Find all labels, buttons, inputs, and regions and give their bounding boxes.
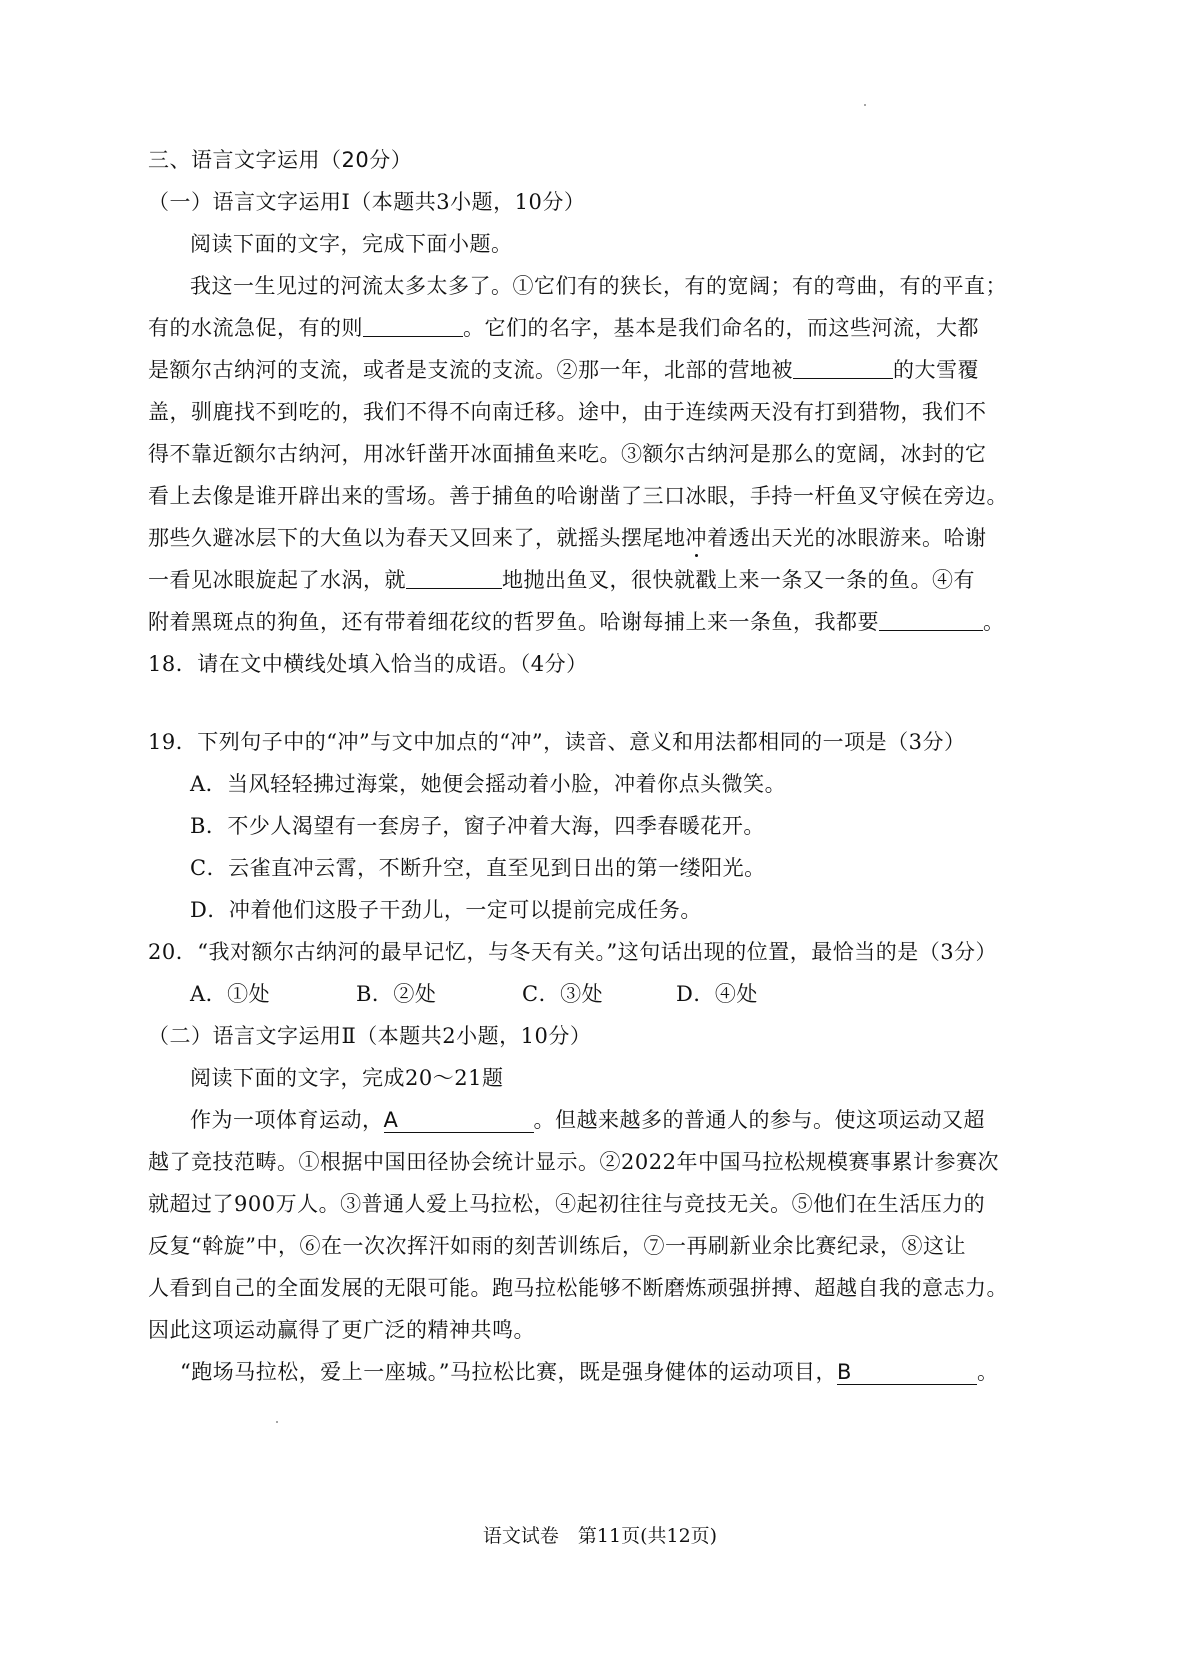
passage1-text: 是额尔古纳河的支流，或者是支流的支流。②那一年，北部的营地被: [148, 358, 793, 382]
question-20-option-a: A．①处: [190, 982, 271, 1006]
blank-a: A: [384, 1108, 534, 1133]
part1-title: （一）语言文字运用Ⅰ（本题共3小题，10分）: [148, 190, 586, 214]
emphasis-dot-char: 冲: [685, 526, 707, 550]
passage1-text: 。它们的名字，基本是我们命名的，而这些河流，大都: [463, 316, 979, 340]
passage1-line: [148, 524, 987, 552]
passage1-line: 盖，驯鹿找不到吃的，我们不得不向南迁移。途中，由于连续两天没有打到猎物，我们不: [148, 400, 987, 424]
page-footer: 语文试卷 第11页(共12页): [482, 1525, 718, 1547]
passage1-line: [148, 314, 979, 342]
part2-instruction: 阅读下面的文字，完成20～21题: [190, 1066, 504, 1090]
passage1-line: [148, 566, 975, 594]
passage2-text: “跑场马拉松，爱上一座城。”马拉松比赛，既是强身健体的运动项目，: [180, 1360, 837, 1384]
question-19-option-c: C．云雀直冲云霄，不断升空，直至见到日出的第一缕阳光。: [190, 856, 766, 880]
passage2-text: 。但越来越多的普通人的参与。使这项运动又超: [533, 1108, 985, 1132]
passage1-line: 看上去像是谁开辟出来的雪场。善于捕鱼的哈谢凿了三口冰眼，手持一杆鱼叉守候在旁边。: [148, 484, 1008, 508]
question-20-option-c: C．③处: [522, 982, 604, 1006]
section-title: 三、语言文字运用（20分）: [148, 148, 413, 172]
passage1-line: 得不靠近额尔古纳河，用冰钎凿开冰面捕鱼来吃。③额尔古纳河是那么的宽阔，冰封的它: [148, 442, 987, 466]
passage1-text: 有的水流急促，有的则: [148, 316, 363, 340]
fill-blank: [879, 610, 983, 631]
question-20-option-b: B．②处: [356, 982, 437, 1006]
question-18: 18．请在文中横线处填入恰当的成语。（4分）: [148, 652, 588, 676]
passage1-text: 一看见冰眼旋起了水涡，就: [148, 568, 406, 592]
question-19-option-d: D．冲着他们这股子干劲儿，一定可以提前完成任务。: [190, 898, 702, 922]
part1-instruction: 阅读下面的文字，完成下面小题。: [190, 232, 513, 256]
scan-speck: [864, 104, 866, 106]
fill-blank: [793, 358, 893, 379]
blank-b: B: [837, 1360, 977, 1385]
passage1-text: 附着黑斑点的狗鱼，还有带着细花纹的哲罗鱼。哈谢每捕上来一条鱼，我都要: [148, 610, 879, 634]
passage1-text: 地抛出鱼叉，很快就戳上来一条又一条的鱼。④有: [502, 568, 975, 592]
question-19-stem: 19．下列句子中的“冲”与文中加点的“冲”，读音、意义和用法都相同的一项是（3分）: [148, 730, 966, 754]
scan-speck: [276, 1421, 278, 1423]
passage1-text: 着透出天光的冰眼游来。哈谢: [707, 526, 987, 550]
passage2-text: 。: [976, 1360, 999, 1384]
question-20-stem: 20．“我对额尔古纳河的最早记忆，与冬天有关。”这句话出现的位置，最恰当的是（3分）: [148, 940, 998, 964]
passage2-line: 人看到自己的全面发展的无限可能。跑马拉松能够不断磨炼顽强拼搏、超越自我的意志力。: [148, 1276, 1008, 1300]
passage2-line: 越了竞技范畴。①根据中国田径协会统计显示。②2022年中国马拉松规模赛事累计参赛次: [148, 1150, 999, 1174]
passage1-line: [148, 356, 979, 384]
question-19-option-a: A．当风轻轻拂过海棠，她便会摇动着小脸，冲着你点头微笑。: [190, 772, 787, 796]
passage2-line: 因此这项运动赢得了更广泛的精神共鸣。: [148, 1318, 535, 1342]
fill-blank: [363, 316, 463, 337]
passage1-text: 的大雪覆: [893, 358, 979, 382]
passage2-line: [190, 1106, 985, 1134]
passage1-line: [148, 608, 1005, 636]
passage2-line: 就超过了900万人。③普通人爱上马拉松，④起初往往与竞技无关。⑤他们在生活压力的: [148, 1192, 986, 1216]
question-20-option-d: D．④处: [676, 982, 758, 1006]
question-19-option-b: B．不少人渴望有一套房子，窗子冲着大海，四季春暖花开。: [190, 814, 765, 838]
passage2-text: 作为一项体育运动，: [190, 1108, 384, 1132]
passage2-line: [180, 1358, 998, 1386]
passage1-text: 。: [983, 610, 1005, 634]
passage1-line: 我这一生见过的河流太多太多了。①它们有的狭长，有的宽阔；有的弯曲，有的平直；: [190, 274, 1007, 298]
passage2-line: 反复“斡旋”中，⑥在一次次挥汗如雨的刻苦训练后，⑦一再刷新业余比赛纪录，⑧这让: [148, 1234, 966, 1258]
passage1-text: 那些久避冰层下的大鱼以为春天又回来了，就摇头摆尾地: [148, 526, 686, 550]
part2-title: （二）语言文字运用Ⅱ（本题共2小题，10分）: [148, 1024, 592, 1048]
fill-blank: [406, 568, 502, 589]
